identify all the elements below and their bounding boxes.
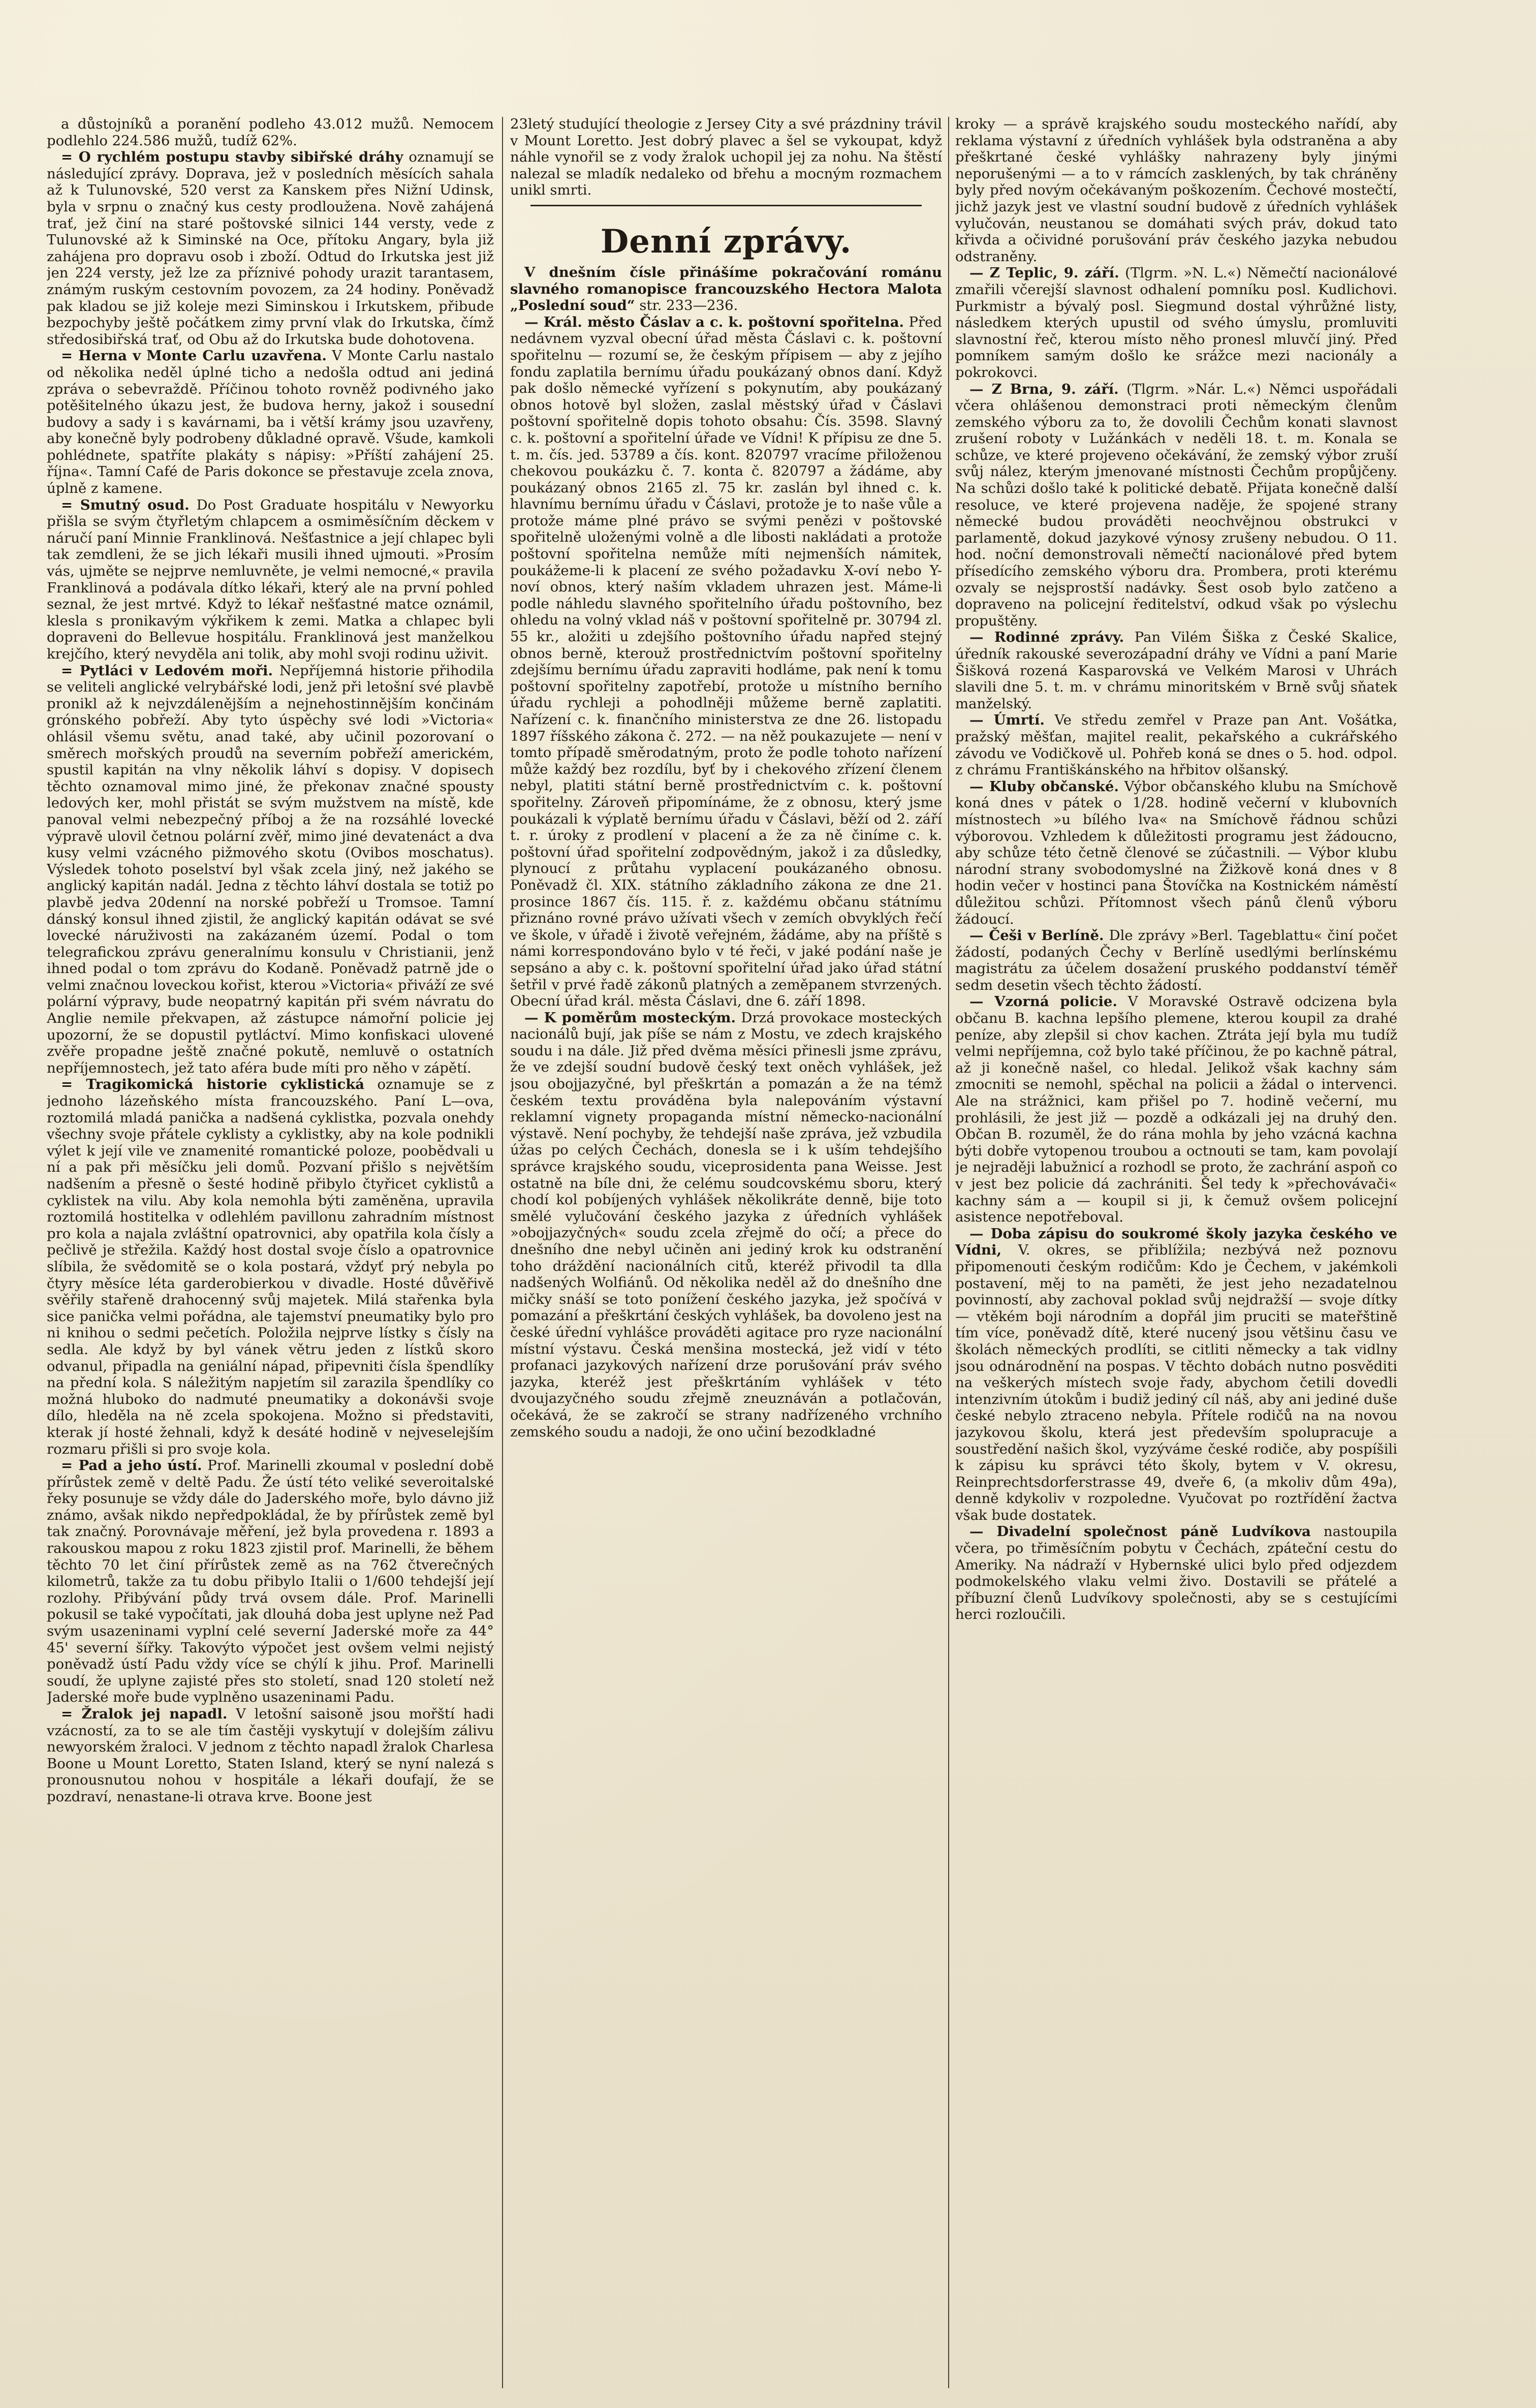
article-headline: — Úmrtí. (969, 712, 1045, 729)
article-body: Výbor občanského klubu na Smíchově koná dnes v pátek o 1/28. hodině večerní v klubovních místnostech »u bílého lva« na Smíchově řádnou schůzi výborovou. Vzhledem k důležitosti programu jest žádoucno, aby schůze této četně členové se zúčastnili. — Výbor klubu národní strany svobodomyslné na Žižkově koná dnes v 8 hodin večer v hostinci pana Štovíčka na Kostnickém náměstí důležitou schůzi. Přítomnost všech pánů členů výboru žádoucí. (955, 778, 1397, 927)
column-divider (502, 117, 503, 2388)
article-paragraph (47, 663, 494, 1077)
article-headline: — Divadelní společnost páně Ludvíkova (969, 1523, 1311, 1540)
article-headline: — K poměrům mosteckým. (524, 1009, 736, 1026)
article-body: Pan Vilém Šiška z České Skalice, úředník rakouské severozápadní dráhy ve Vídni a paní Marie Šišková rozená Kasparovská ve Velkém Marosi v Uhrách slavili dne 5. t. m. v chrámu minoritském v Brně svůj sňatek manželský. (955, 629, 1397, 712)
article-headline: = Tragikomická historie cyklistická (61, 1076, 365, 1093)
article-paragraph (47, 1076, 494, 1457)
article-body: oznamují se následující zprávy. Doprava, jež v posledních měsících sahala až k Tulunovské, 520 verst za Kanskem přes Nižní Udinsk, byla v srpnu o značný kus cesty prodloužena. Nově zahájená trať, jež činí na staré poštovské silnici 144 versty, vede z Tulunovské až k Siminské na Oce, přítoku Angary, byla již zahájena pro dopravu osob i zboží. Odtud do Irkutska jest již jen 224 versty, jež lze za příznivé pohody urazit tarantasem, známým ruským cestovním povozem, za 24 hodiny. Poněvadž pak kladou se již koleje mezi Siminskou i Irkutskem, přibude bezpochyby ještě počátkem zimy první vlak do Irkutska, čímž středosibiřská trať, od Obu až do Irkutska bude dohotovena. (47, 149, 494, 348)
article-headline: = Pad a jeho ústí. (61, 1457, 202, 1474)
article-continuation: 23letý studující theologie z Jersey City a své prázdniny trávil v Mount Loretto. Jest dobrý plavec a šel se vykoupat, když náhle vynořil se z vody žralok uchopil jej za nohu. Na štěstí nalezal se mladík nedaleko od břehu a mocným rozmachem unikl smrti. (510, 116, 942, 199)
column-divider (948, 117, 949, 2388)
article-body: Před nedávnem vyzval obecní úřad města Čáslavi c. k. poštovní spořitelnu — rozumí se, že českým přípisem — aby z jejího fondu zaplatila bernímu úřadu poukázaný obnos daní. Když pak došlo německé vyřízení s pokynutím, aby poukázaný obnos hotově byl složen, zaslal městský úřad v Čáslavi poštovní spořitelně dopis tohoto obsahu: Čís. 3598. Slavný c. k. poštovní a spořitelní úřade ve Vídni! K přípisu ze dne 5. t. m. čís. jed. 53789 a čís. kont. 820797 vracíme přiloženou chekovou poukázku č. 7. konta č. 820797 a žádáme, aby poukázaný obnos 2165 zl. 75 kr. zaslán byl ihned c. k. hlavnímu bernímu úřadu v Čáslavi, protože je to naše vůle a protože máme plné právo se svými penězi v poštovské spořitelně uloženými volně a dle libosti nakládati a protože poštovní spořitelna nemůže míti nejmenších námitek, poukážeme-li k placení ze svého požadavku X-oví nebo Y-noví obnos, který naším vkladem uhrazen jest. Máme-li podle náhledu slavného spořitelního úřadu poštovního, bez ohledu na volný vklad náš v poštovní spořitelně pr. 30794 zl. 55 kr., aložiti u zdejšího poštovního úřadu napřed stejný obnos berně, kterouž prostřednictvím poštovní spořitelny zdejšímu bernímu úřadu zapraviti hodláme, pak není k tomu poštovní spořitelny zapotřebí, protože u místního berního úřadu rychleji a pohodlněji můžeme berně zaplatiti. Nařízení c. k. finančního ministerstva ze dne 26. listopadu 1897 říšského zákona č. 272. — na něž poukazujete — není v tomto případě směrodatným, proto že podle tohoto nařízení může každý bez rozdílu, byť by i chekového zřízení členem nebyl, platiti státní berně prostřednictvím c. k. poštovní spořitelny. Zároveň připomínáme, že z obnosu, který jsme poukázali k výplatě bernímu úřadu v Čáslavi, běží od 2. září t. r. úroky z prodlení v placení a že za ně činíme c. k. poštovní úřad spořitelní zodpovědným, jakož i za důsledky, plynoucí z průtahu vyplacení poukázaného obnosu. Poněvadž čl. XIX. státního základního zákona ze dne 21. prosince 1867 čís. 115. ř. z. každému občanu státnímu přiznáno rovné právo užívati všech v zemích obvyklých řečí ve škole, v úřadě i životě veřejném, žádáme, aby na příště s námi korrespondováno bylo v té řeči, v jaké podání naše je sepsáno a aby c. k. poštovní spořitelní úřad jako úřad státní šetřil v prvé řadě zákonů platných a zeměpanem stvrzených. Obecní úřad král. města Čáslavi, dne 6. září 1898. (510, 314, 942, 1010)
article-body: str. 233—236. (635, 297, 738, 314)
article-body: Prof. Marinelli zkoumal v poslední době přírůstek země v deltě Padu. Že ústí této veliké severoitalské řeky posunuje se vždy dále do Jaderského moře, bylo dávno již známo, avšak nikdo nepředpokládal, že by přírůstek země byl tak značný. Porovnávaje měření, jež byla provedena r. 1893 a rakouskou mapou z roku 1823 zjistil prof. Marinelli, že během těchto 70 let činí přírůstek země as na 762 čtverečných kilometrů, takže za tu dobu přibylo Italii o 1/600 tehdejší její rozlohy. Přibývání půdy trvá ovsem dále. Prof. Marinelli pokusil se také vypočítati, jak dlouhá doba jest uplyne než Pad svým usazeninami vyplní celé severní Jaderské moře za 44° 45' severní šířky. Takovýto výpočet jest ovšem velmi nejistý poněvadž ústí Padu vždy více se chýlí k jihu. Prof. Marinelli soudí, že uplyne zajisté přes sto století, snad 120 století než Jaderské moře bude vyplněno usazeninami Padu. (47, 1457, 494, 1706)
column-middle-articles (510, 264, 942, 1440)
article-body: V. okres, se přiblížila; nezbývá než poznovu připomenouti českým rodičům: Kdo je Čechem, v jakémkoli postavení, měj to na paměti, že jest jeho nezadatelnou povinností, aby zachoval poklad svůj nejdražší — svoje dítky — vtěkém boji národním a dopřál jim pruciti se mateřštině tím více, poněvadž dítě, které nucený jsou většinu času ve školách německých prodlíti, se citliti německy a tak vidlny jsou odnárodnění na pospas. V těchto dobách nutno posvěditi na veškerých místech svoje řady, abychom četili dovedli intenzivním útokům i budiž jediný cíl náš, aby ani jediné duše české nebylo ztraceno nebyla. Přítele rodičů na na novou jazykovou školu, která jest především spolupracuje a soustředění našich škol, vyzýváme české rodiče, aby pospíšili k zápisu ku správci této školy, bytem v V. okresu, Reinprechtsdorferstrasse 49, dveře 6, (a mkoliv dům 49a), denně kdykoliv v rozpoledne. Vyučovat po roztřídění žactva však bude dostatek. (955, 1242, 1397, 1523)
article-paragraph (955, 629, 1397, 712)
article-body: (Tlgrm. »Nár. L.«) Němci uspořádali včera ohlášenou demonstraci proti německým členům zemského výboru za to, že dovolili Čechům konati slavnost zrušení roboty v Lužánkách v neděli 18. t. m. Konala se schůze, ve které projeveno očekávání, že zemský výbor zruší svůj nález, kterým jmenované místnosti Čechům propůjčeny. Na schůzi došlo také k politické debatě. Přijata konečně další resoluce, ve které projevena naděje, že spojené strany německé budou prováděti neochvějnou obstrukci v parlamentě, dokud jazykové výnosy zrušeny nebudou. O 11. hod. noční demonstrovali němečtí nacionálové před bytem přísedícího zemského výboru dra. Prombera, proti kterému ozvaly se nejsprostší nadávky. Šest osob bylo zatčeno a dopraveno na policejní ředitelství, odkud však po výslechu propuštěny. (955, 381, 1397, 629)
column-left (47, 116, 494, 2397)
article-paragraph (47, 497, 494, 663)
article-paragraph (955, 778, 1397, 927)
article-paragraph: kroky — a správě krajského soudu mosteckého nařídí, aby reklama výstavní z úředních vyhlášek byla odstraněna a aby přeškrtané české vyhlášky nahrazeny byly jinými neporušenými — a to v rámcích zasklených, by tak chráněny byly před novým očekávaným poškozením. Čechové mostečtí, jichž jazyk jest ve vlastní soudní budově z úředních vyhlášek vylučován, neustanou se domáhati svých práv, dokud tato křivda a očividné porušování práv českého jazyka nebudou odstraněny. (955, 116, 1397, 265)
article-headline: = Smutný osud. (61, 496, 190, 513)
article-paragraph (955, 381, 1397, 630)
column-middle (510, 116, 942, 2397)
article-headline: — Rodinné zprávy. (969, 629, 1124, 646)
article-paragraph (510, 1010, 942, 1440)
article-paragraph (955, 1523, 1397, 1623)
section-title: Denní zprávy. (600, 222, 852, 261)
article-headline: = Žralok jej napadl. (61, 1706, 228, 1722)
article-body: Dle zprávy »Berl. Tageblattu« činí počet žádostí, podaných Čechy v Berlíně usedlými berlínskému magistrátu za účelem dosažení pruského poddanství téměř sedm desetin všech těchto žádostí. (955, 927, 1397, 993)
article-paragraph (955, 927, 1397, 993)
article-paragraph (955, 993, 1397, 1225)
article-paragraph (47, 116, 494, 149)
article-headline: — Češi v Berlíně. (969, 927, 1104, 944)
article-body: V Monte Carlu nastalo od několika neděl úplné ticho a nedošla odtud ani jediná zpráva o sebevraždě. Příčinou tohoto rovněž podivného jako potěšitelného úkazu jest, že budova herny, jakož i sousední budovy a sady i s kavárnami, ba i větší krámy jsou uzavřeny, aby konečně byly podrobeny důkladné opravě. Všude, kamkoli pohlédnete, spatříte plakáty s nápisy: »Příští zahájení 25. října«. Tamní Café de Paris dokonce se přestavuje zcela znova, úplně z kamene. (47, 348, 494, 497)
article-headline: — Z Brna, 9. září. (969, 381, 1119, 397)
column-right (955, 116, 1397, 2397)
article-paragraph (47, 1457, 494, 1706)
article-body: Ve středu zemřel v Praze pan Ant. Vošátka, pražský měšťan, majitel realit, pekařského a cukrářského závodu ve Vodičkově ul. Pohřeb koná se dnes o 5. hod. odpol. z chrámu Františkánského na hřbitov olšanský. (955, 712, 1397, 778)
article-paragraph (510, 314, 942, 1010)
article-paragraph (47, 348, 494, 496)
article-paragraph (955, 265, 1397, 381)
article-body: Do Post Graduate hospitálu v Newyorku přišla se svým čtyřletým chlapcem a osmiměsíčním děckem v náručí paní Minnie Franklinová. Nešťastnice a její chlapec byli tak zemdleni, že se jich lékaři musili ihned ujmouti. »Prosím vás, ujměte se nejprve nemluvněte, je velmi nemocné,« pravila Franklinová a podávala dítko lékaři, který ale na první pohled seznal, že jest mrtvé. Když to lékař nešťastné matce oznámil, klesla s pronikavým výkřikem k zemi. Matka a chlapec byli dopraveni do Bellevue hospitálu. Franklinová jest manželkou krejčího, který nevyděla ani tolik, aby mohl svoji rodinu uživit. (47, 496, 494, 662)
article-body: oznamuje se z jednoho lázeňského místa francouzského. Paní L—ova, roztomilá mladá panička a nadšená cyklistka, pozvala onehdy všechny svoje přátele cyklisty a cyklistky, aby na kole podnikli výlet k její vile ve znamenité romantické poloze, poobědvali u ní a pak při měsíčku jeli domů. Pozvaní přišlo s největším nadšením a přesně o šesté hodině přibylo čtyřicet cyklistů a cyklistek na vilu. Aby kola nemohla býti zaměněna, upravila roztomilá hostitelka v odlehlém pavillonu zahradním místnost pro kola a najala zvláštní opatrovnici, aby opatřila kola čísly a pečlivě je střežila. Každý host dostal svoje číslo a opatrovnice slíbila, že svědomitě se o kola postará, vždyť prý nebyla po čtyry měsíce léta garderobierkou v divadle. Hosté důvěřivě svěřily stařeně drahocenný svůj majetek. Milá stařenka byla sice panička velmi pořádna, ale tajemství pneumatiky bylo pro ni knihou o sedmi pečetích. Položila nejprve lístky s čísly na sedla. Ale když by byl vánek větru jeden z lístků skoro odvanul, připadla na geniální nápad, připevniti čísla špendlíky na přední kola. S náležitým napjetím sil zarazila špendlíky co možná hluboko do nadmuté pneumatiky a dokonávši svoje dílo, hleděla na ně zcela spokojena. Možno si představiti, kterak jí hosté žehnali, když k desáté hodině v nejveselejším rozmaru přišli si pro svoje kola. (47, 1076, 494, 1457)
article-headline: — Kluby občanské. (969, 778, 1119, 795)
article-paragraph (510, 264, 942, 314)
article-headline: — Král. město Čáslav a c. k. poštovní spořitelna. (524, 314, 904, 330)
article-body: V Moravské Ostravě odcizena byla občanu B. kachna lepšího plemene, kterou koupil za drahé peníze, aby zlepšil si chov kachen. Ztráta její byla mu tudíž velmi nepříjemna, což bylo také příčinou, že po kachně pátral, až ji konečně našel, co hledal. Jelikož však kachny sám zmocniti se nemohl, spěchal na policii a žádal o intervenci. Ale na strážnici, kam přišel po 7. hodině večerní, mu prohlásili, že jest již — pozdě a odkázali jej na druhý den. Občan B. rozuměl, že do rána mohla by jeho vzácná kachna býti dobře vytopenou troubou a octnouti se tam, kam povolají je nejraději labužnicí a rozhodl se proto, že zachrání aspoň co v jest bez policie dá zachrániti. Šel tedy k »přechovávači« kachny sám a — koupil si ji, k čemuž ovšem policejní asistence nepotřeboval. (955, 993, 1397, 1226)
article-body: Nepříjemná historie přihodila se veliteli anglické velrybářské lodi, jenž při letošní své plavbě pronikl až k nejvzdálenějším a nejnehostinnějším končinám grónského pobřeží. Aby tyto úspěchy své lodi »Victoria« ohlásil všemu světu, anad také, aby učinil pozorovaní o směrech mořských proudů na severním pobřeží americkém, spustil kapitán na vlny několik láhví s dopisy. V dopisech těchto oznamoval mimo jiné, že překonav značné spousty ledových ker, mohl přistát se svým mužstvem na místě, kde panoval velmi nebezpečný příboj a že na rozsáhlé lovecké výpravě ulovil četnou polární zvěř, mimo jiné devatenáct a dva kusy velmi vzácného pižmového skotu (Ovibos moschatus). Výsledek tohoto poselství byl však zcela jiný, než jakého se anglický kapitán nadál. Jedna z těchto láhví dostala se totiž po plavbě jedva 20denní na norské pobřeží u Tromsoe. Tamní dánský konsul ihned zjistil, že anglický kapitán odávat se své lovecké náruživosti na zakázaném území. Podal o tom telegrafickou zprávu generalnímu konsulu v Christianii, jenž ihned podal o tom zprávu do Kodaně. Poněvadž patrně jde o velmi značnou loveckou kořist, kterou »Victoria« přiváží ze své polární výpravy, bude neopatrný kapitán při svém návratu do Anglie nemile překvapen, až zástupce námořní policie jej upozorní, že se dopustil pytláctví. Mimo konfiskaci ulovené zvěře propadne ještě značné pokutě, nemluvě o ostatních nepříjemnostech, jež tato aféra bude míti pro něho v zápětí. (47, 662, 494, 1076)
article-headline: — Vzorná policie. (969, 993, 1117, 1010)
article-headline: — Z Teplic, 9. září. (969, 265, 1119, 282)
section-top-rule (530, 205, 922, 206)
article-body: nastoupila včera, po třiměsíčním pobytu v Čechách, zpáteční cestu do Ameriky. Na nádraží v Hybernské ulici bylo před odjezdem podmokelského vlaku velmi živo. Dostavili se přátelé a příbuzní členů Ludvíkovy společnosti, aby se s cestujícími herci rozloučili. (955, 1523, 1397, 1623)
article-paragraph (47, 1706, 494, 1805)
article-headline: = Herna v Monte Carlu uzavřena. (61, 348, 327, 364)
article-body: V letošní saisoně jsou mořští hadi vzácností, za to se ale tím častěji vyskytují v dolejším zálivu newyorském žraloci. V jednom z těchto napadl žralok Charlesa Boone u Mount Loretto, Staten Island, který se nyní nalezá s pronousnutou nohou v hospitále a lékaři doufají, že se pozdraví, nenastane-li otrava krve. Boone jest (47, 1706, 494, 1805)
article-headline: = O rychlém postupu stavby sibiřské dráhy (61, 149, 403, 166)
article-paragraph (47, 149, 494, 348)
article-headline: — Doba zápisu do soukromé školy jazyka českého ve Vídni, (955, 1225, 1397, 1259)
article-paragraph (955, 1226, 1397, 1524)
article-body: a důstojníků a poranění podleho 43.012 mužů. Nemocem podlehlo 224.586 mužů, tudíž 62%. (47, 116, 494, 149)
article-headline: = Pytláci v Ledovém moři. (61, 662, 273, 679)
article-paragraph (955, 712, 1397, 778)
article-body: Drzá provokace mosteckých nacionálů bují, jak píše se nám z Mostu, ve zdech krajského soudu i na dále. Již před dvěma měsíci přinesli jsme zprávu, že ve zdejší soudní budově český text oněch vyhlášek, jež jsou obojjazyčné, byl přeškrtán a pomazán a že na témž českém textu prováděna byla nalepováním výstavní reklamní vignety propaganda místní německo-nacionální výstavě. Není pochyby, že tehdejší naše zpráva, jež vzbudila úžas po celých Čechách, donesla se i k uším tehdejšího správce krajského soudu, viceprosidenta pana Weisse. Jest ostatně na bíle dni, že celému soudcovskému sboru, který chodí kol pobíjených vyhlášek několikráte denně, bije toto smělé vylučování českého jazyka z úředních vyhlášek »obojjazyčných« soudu zcela zřejmě do očí; a přece do dnešního dne nebyl učiněn ani jediný krok ku odstranění toho dráždění nacionálních citů, kteréž přivodil ta dlla nadšených Wolfiánů. Od několika neděl až do dnešního dne mičky snáší se toto ponížení českého jazyka, jež spočívá v pomazání a přeškrtání českých vyhlášek, ba dovoleno jest na české úřední vyhlášce prováděti agitace pro ryze nacionální místní výstavu. Česká menšina mostecká, jež vidí v této profanaci jazykových nařízení drze porušování práv svého jazyka, kteréž jest přeškrtáním vyhlášek v této dvoujazyčného soudu zřejmě zneuznáván a potlačován, očekává, že se zakročí se strany nadřízeného vrchního zemského soudu a nadoji, že ono učiní bezodkladné (510, 1009, 942, 1440)
notice-lead: V dnešním čísle přinášíme pokračování románu slavného romanopisce francouzského Hectora Malota „Poslední soud“ (510, 264, 942, 314)
article-body: (Tlgrm. »N. L.«) Němečtí nacionálové zmařili včerejší slavnost odhalení pomníku posl. Kudlichovi. Purkmistr a bývalý posl. Siegmund dostal výhrůžné listy, následkem kterých upustil od svého úmyslu, promluviti slavnostní řeč, kterou místo něho pronesl mluvčí jiný. Před pomníkem samým došlo ke srážce mezi nacionály a pokrokovci. (955, 265, 1397, 381)
